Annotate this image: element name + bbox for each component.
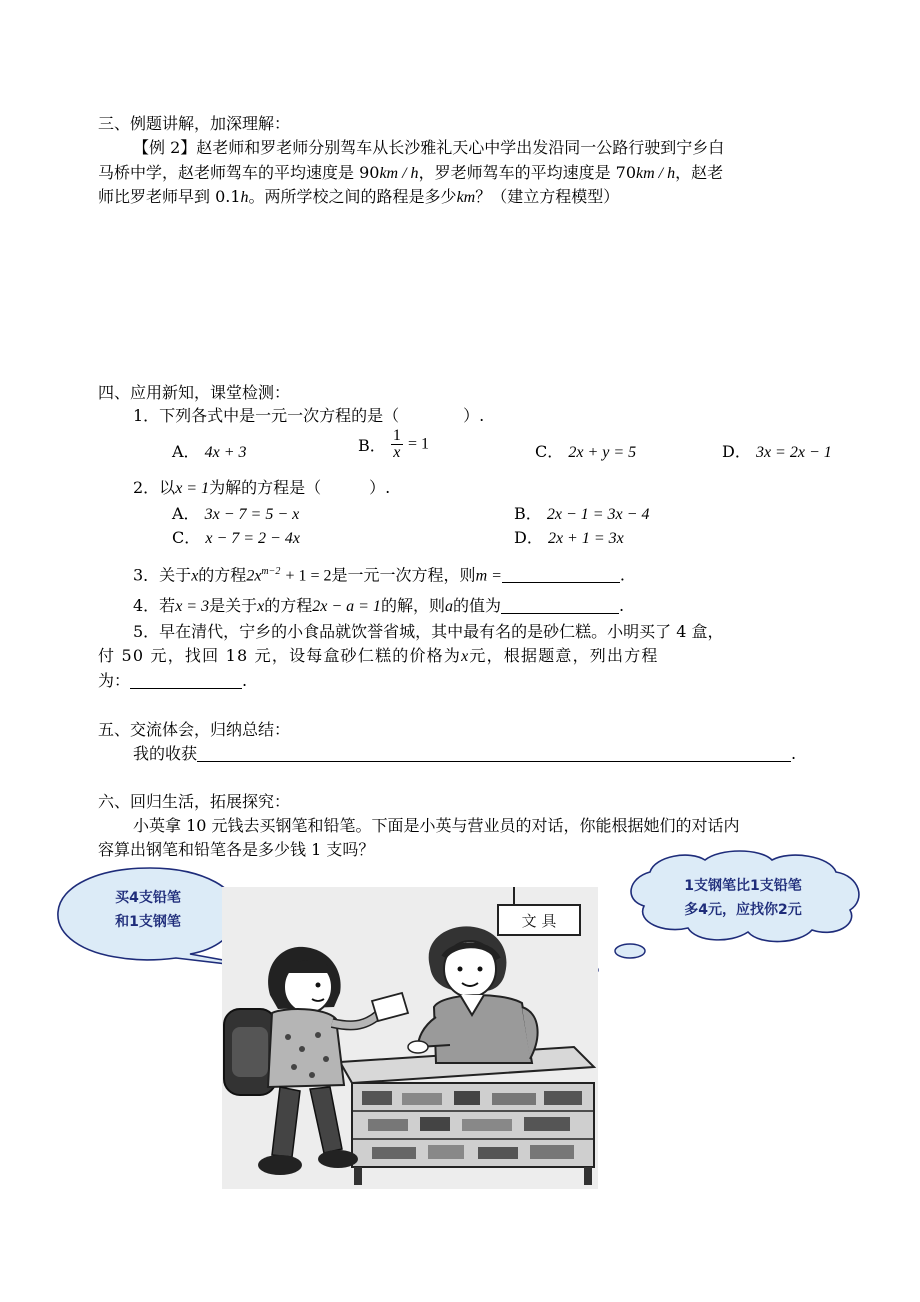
question-1: 1．下列各式中是一元一次方程的是（ ）. — [133, 406, 485, 425]
q2-option-c: C． x − 7 = 2 − 4x — [172, 528, 300, 547]
right-bubble-text: 1支钢笔比1支铅笔 多4元，应找你2元 — [684, 878, 802, 918]
question-4: 4．若x = 3是关于x的方程2x − a = 1的解，则a的值为 . — [133, 596, 625, 615]
question-5-line-1: 5．早在清代，宁乡的小食品就饮誉省城，其中最有名的是砂仁糕。小明买了 4 盒， — [133, 622, 724, 641]
question-5-line-2: 付 50 元，找回 18 元，设每盒砂仁糕的价格为x元，根据题意，列出方程 — [98, 646, 659, 665]
example-label: 【例 2】 — [133, 138, 197, 157]
q1-option-b: B． $\frac{1}{x}$ = 1 — [358, 427, 429, 461]
shop-sign-text: 文 具 — [521, 912, 557, 930]
left-bubble-text: 买4支铅笔 和1支钢笔 — [115, 890, 181, 930]
section-6-line-2: 容算出钢笔和铅笔各是多少钱 1 支吗？ — [98, 840, 375, 859]
fraction: $\frac{1}{x}$ — [392, 427, 401, 461]
q2-option-a: A． 3x − 7 = 5 − x — [172, 504, 300, 523]
q2-option-b: B． 2x − 1 = 3x − 4 — [514, 504, 650, 523]
counter — [340, 1047, 594, 1185]
section-3-heading: 三、例题讲解，加深理解： — [98, 114, 291, 133]
example-2-line-2: 马桥中学，赵老师驾车的平均速度是 90km / h，罗老师驾车的平均速度是 70km / h，赵老 — [98, 163, 724, 182]
q1-option-d: D． 3x = 2x − 1 — [722, 442, 832, 461]
section-5-heading: 五、交流体会，归纳总结： — [98, 720, 291, 739]
q2-option-d: D． 2x + 1 = 3x — [514, 528, 624, 547]
section-4-heading: 四、应用新知，课堂检测： — [98, 383, 291, 402]
thought-dot-large — [615, 944, 645, 958]
my-gains-line: 我的收获 . — [133, 744, 797, 763]
section-6-line-1: 小英拿 10 元钱去买钢笔和铅笔。下面是小英与营业员的对话，你能根据她们的对话内 — [133, 816, 740, 835]
question-2: 2．以x = 1为解的方程是（ ）. — [133, 478, 391, 497]
question-3: 3．关于x的方程$2x^{m-2} + 1 = 2$是一元一次方程，则m = . — [133, 565, 626, 585]
example-2-line-1: 【例 2】赵老师和罗老师分别驾车从长沙雅礼天心中学出发沿同一公路行驶到宁乡白 — [133, 138, 725, 157]
q1-option-c: C． 2x + y = 5 — [535, 442, 637, 461]
section-6-heading: 六、回归生活，拓展探究： — [98, 792, 291, 811]
example-2-line-3: 师比罗老师早到 0.1h。两所学校之间的路程是多少km？（建立方程模型） — [98, 187, 620, 206]
question-5-line-3: 为： . — [98, 671, 248, 690]
shop-illustration — [222, 887, 598, 1189]
q1-option-a: A． 4x + 3 — [172, 442, 247, 461]
